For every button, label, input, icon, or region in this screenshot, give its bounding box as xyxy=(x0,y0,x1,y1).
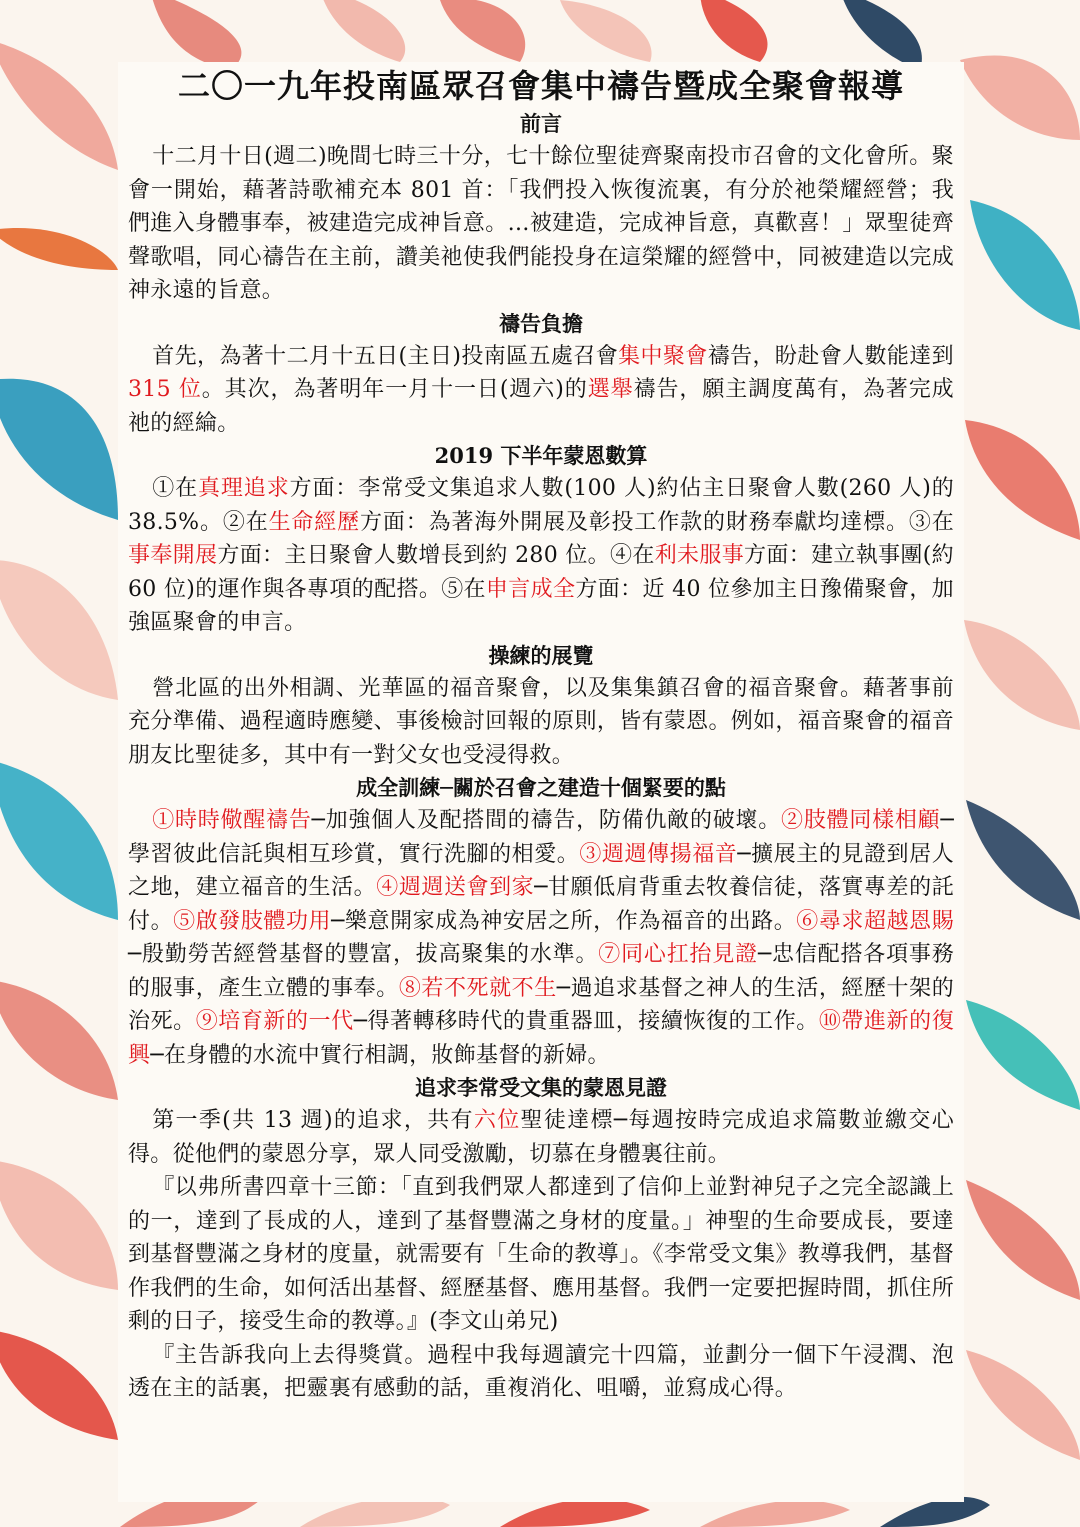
highlight-text: 315 位 xyxy=(128,377,202,402)
section-heading-grace: 2019 下半年蒙恩數算 xyxy=(434,443,648,468)
highlight-text: ⑥尋求超越恩賜 xyxy=(796,908,955,934)
leaf-decoration xyxy=(966,1000,1080,1110)
points-paragraph xyxy=(128,804,954,1072)
highlight-text: ③週週傳揚福音 xyxy=(579,841,738,867)
text-run: 第一季(共 13 週)的追求，共有 xyxy=(152,1108,474,1133)
training-paragraph: 營北區的出外相調、光華區的福音聚會，以及集集鎮召會的福音聚會。藉著事前充分準備、過程適時應變、事後檢討回報的原則，皆有蒙恩。例如，福音聚會的福音朋友比聖徒多，其中有一對父女也受浸得救。 xyxy=(128,675,954,768)
leaf-decoration xyxy=(0,1330,118,1440)
text-run: ─在身體的水流中實行相調，妝飾基督的新婦。 xyxy=(150,1042,610,1068)
text-run: ─過追求基督之神人的生活，經歷十架的治死。 xyxy=(128,975,954,1034)
leaf-decoration xyxy=(0,379,118,520)
leaf-decoration xyxy=(700,0,768,62)
highlight-text: 利未服事 xyxy=(654,543,745,568)
highlight-text: 申言成全 xyxy=(485,576,576,602)
highlight-text: 事奉開展 xyxy=(128,543,218,568)
leaf-decoration xyxy=(966,800,1080,920)
prayer-paragraph xyxy=(128,340,954,441)
text-run: ①在 xyxy=(152,476,198,501)
text-run: 方面：主日聚會人數增長到約 280 位。④在 xyxy=(217,543,655,568)
text-run: 首先，為著十二月十五日(主日)投南區五處召會 xyxy=(152,343,619,369)
text-run: ─甘願低肩背重去牧養信徒，落實專差的託付。 xyxy=(128,875,954,934)
highlight-text: ⑩帶進新的復興 xyxy=(128,1009,954,1068)
text-run: ─擴展主的見證到居人之地，建立福音的生活。 xyxy=(128,841,954,900)
highlight-text: ②肢體同樣相顧 xyxy=(781,808,941,833)
testimony-paragraph-3: 『主告訴我向上去得獎賞。過程中我每週讀完十四篇，並劃分一個下午浸潤、泡透在主的話裏，把靈裏有感動的話，重複消化、咀嚼，並寫成心得。 xyxy=(128,1342,954,1401)
highlight-text: ①時時儆醒禱告 xyxy=(152,808,312,833)
highlight-text: 生命經歷 xyxy=(268,509,361,535)
text-run: 禱告，願主調度萬有，為著完成祂的經綸。 xyxy=(128,377,954,436)
leaf-decoration xyxy=(966,1180,1080,1300)
highlight-text: ⑧若不死就不生 xyxy=(398,975,557,1001)
leaf-decoration xyxy=(966,1350,1080,1460)
highlight-text: ⑤啟發肢體功用 xyxy=(173,908,332,934)
grace-paragraph xyxy=(128,472,954,640)
section-heading-testimony: 追求李常受文集的蒙恩見證 xyxy=(415,1075,667,1100)
document-title: 二〇一九年投南區眾召會集中禱告暨成全聚會報導 xyxy=(177,67,904,105)
text-run: ─殷勤勞苦經營基督的豐富，拔高聚集的水準。 xyxy=(128,942,599,967)
leaf-decoration xyxy=(964,620,1080,730)
leaf-decoration xyxy=(0,760,118,920)
leaf-decoration xyxy=(970,200,1080,330)
highlight-text: ⑦同心扛抬見證 xyxy=(598,942,758,967)
leaf-decoration xyxy=(840,0,922,70)
section-heading-points: 成全訓練─關於召會之建造十個緊要的點 xyxy=(356,775,726,800)
leaf-decoration xyxy=(0,560,118,700)
highlight-text: ⑨培育新的一代 xyxy=(195,1009,354,1034)
leaf-decoration xyxy=(0,40,118,170)
leaf-decoration xyxy=(440,0,525,62)
highlight-text: ④週週送會到家 xyxy=(376,875,535,900)
testimony-paragraph-2: 『以弗所書四章十三節：「直到我們眾人都達到了信仰上並對神兒子之完全認識上的一，達到了長成的人，達到了基督豐滿之身材的度量。」神聖的生命要成長，要達到基督豐滿之身材的度量，就需要有「生命的教導」。《李常受文集》教導我們，基督作我們的生命，如何活出基督、經歷基督、應用基督。我們一定要把握時間，抓住所剩的日子，接受生命的教導。』(李文山弟兄) xyxy=(128,1175,954,1334)
leaf-decoration xyxy=(560,0,652,62)
text-run: ─樂意開家成為神安居之所，作為福音的出路。 xyxy=(331,908,797,934)
section-heading-intro: 前言 xyxy=(520,111,562,136)
article xyxy=(128,64,954,1406)
text-run: 。其次，為著明年一月十一日(週六)的 xyxy=(201,377,588,402)
text-run: ─得著轉移時代的貴重器皿，接續恢復的工作。 xyxy=(353,1009,819,1034)
text-run: 方面：近 40 位參加主日豫備聚會，加強區聚會的申言。 xyxy=(128,576,954,635)
text-run: ─忠信配搭各項事務的服事，產生立體的事奉。 xyxy=(128,942,955,1001)
leaf-decoration xyxy=(320,0,405,62)
testimony-paragraph-1 xyxy=(128,1104,954,1171)
intro-paragraph: 十二月十日(週二)晚間七時三十分，七十餘位聖徒齊聚南投市召會的文化會所。聚會一開始，藉著詩歌補充本 801 首：「我們投入恢復流裏，有分於祂榮耀經營；我們進入身體事奉，被建造完成神旨意。…被建造，完成神旨意，真歡喜！」眾聖徒齊聲歌唱，同心禱告在主前，讚美祂使我們能投身在這榮耀的經營中，同被建造以完成神永遠的旨意。 xyxy=(128,144,954,303)
leaf-decoration xyxy=(0,980,118,1100)
text-run: 方面：李常受文集追求人數(100 人)約佔主日聚會人數(260 人)的 38.5%。②在 xyxy=(128,476,955,535)
leaf-decoration xyxy=(0,228,118,270)
section-heading-training: 操練的展覽 xyxy=(488,642,594,668)
highlight-text: 真理追求 xyxy=(198,476,290,501)
text-run: 禱告，盼赴會人數能達到 xyxy=(707,343,954,369)
text-run: 方面：為著海外開展及彰投工作款的財務奉獻均達標。③在 xyxy=(360,509,954,535)
text-run: ─學習彼此信託與相互珍賞，實行洗腳的相愛。 xyxy=(128,808,954,867)
section-heading-prayer: 禱告負擔 xyxy=(499,310,583,336)
text-run: 聖徒達標─每週按時完成追求篇數並繳交心得。從他們的蒙恩分享，眾人同受激勵，切慕在身體裏往前。 xyxy=(128,1108,955,1167)
text-run: 方面：建立執事團(約 60 位)的運作與各專項的配搭。⑤在 xyxy=(128,543,954,602)
leaf-decoration xyxy=(500,1499,650,1527)
leaf-decoration xyxy=(965,420,1080,540)
highlight-text: 六位 xyxy=(473,1108,521,1133)
leaf-decoration xyxy=(700,1500,850,1527)
text-run: ─加強個人及配搭間的禱告，防備仇敵的破壞。 xyxy=(311,808,782,833)
leaf-decoration xyxy=(0,1160,118,1290)
leaf-decoration xyxy=(150,0,241,70)
leaf-decoration xyxy=(960,55,1080,140)
highlight-text: 集中聚會 xyxy=(618,343,708,369)
highlight-text: 選舉 xyxy=(587,377,634,402)
